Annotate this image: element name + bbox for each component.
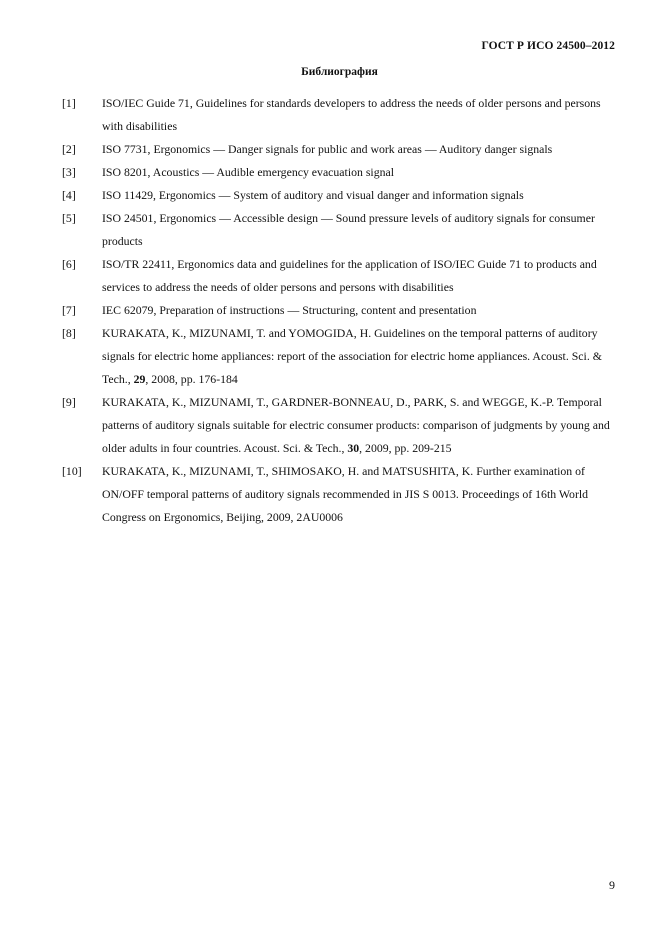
bibliography-entry <box>62 322 618 391</box>
entry-number: [4] <box>62 188 76 202</box>
entry-text-segment: , 2008, pp. 176-184 <box>145 372 238 386</box>
entry-text <box>102 299 618 322</box>
bibliography-list <box>62 92 618 529</box>
page-number: 9 <box>609 878 615 892</box>
entry-text-segment: KURAKATA, K., MIZUNAMI, T. and YOMOGIDA, H. Guidelines on the temporal patterns of auditory signals for electric home appliances: report of the association for electric home appliances. Acoust. Sci. & Tech., <box>102 326 602 386</box>
entry-text-segment: IEC 62079, Preparation of instructions — Structuring, content and presentation <box>102 303 477 317</box>
entry-text-segment: ISO/TR 22411, Ergonomics data and guidelines for the application of ISO/IEC Guide 71 to products and services to address the needs of older persons and persons with disabilities <box>102 257 597 294</box>
bibliography-entry <box>62 391 618 460</box>
entry-text <box>102 253 618 299</box>
entry-text-segment: ISO 7731, Ergonomics — Danger signals for public and work areas — Auditory danger signals <box>102 142 553 156</box>
entry-number: [5] <box>62 211 76 225</box>
entry-number: [7] <box>62 303 76 317</box>
entry-text <box>102 161 618 184</box>
entry-number: [9] <box>62 395 76 409</box>
bibliography-entry <box>62 92 618 138</box>
entry-text <box>102 184 618 207</box>
entry-text <box>102 391 618 460</box>
entry-text <box>102 207 618 253</box>
entry-text-segment: ISO 24501, Ergonomics — Accessible design — Sound pressure levels of auditory signals for consumer products <box>102 211 595 248</box>
bibliography-entry <box>62 161 618 184</box>
entry-text <box>102 322 618 391</box>
entry-number: [2] <box>62 142 76 156</box>
entry-text <box>102 92 618 138</box>
bibliography-entry <box>62 184 618 207</box>
entry-text-segment: KURAKATA, K., MIZUNAMI, T., GARDNER-BONNEAU, D., PARK, S. and WEGGE, K.-P. Temporal patterns of auditory signals suitable for electric consumer products: comparison of judgments by young and older adults in four countries. Acoust. Sci. & Tech., <box>102 395 610 455</box>
bibliography-entry <box>62 299 618 322</box>
entry-text-segment: ISO 8201, Acoustics — Audible emergency evacuation signal <box>102 165 395 179</box>
entry-number: [1] <box>62 96 76 110</box>
entry-volume: 30 <box>347 441 360 455</box>
bibliography-entry <box>62 207 618 253</box>
entry-text-segment: ISO/IEC Guide 71, Guidelines for standards developers to address the needs of older persons and persons with disabilities <box>102 96 601 133</box>
entry-number: [10] <box>62 464 82 478</box>
entry-number: [8] <box>62 326 76 340</box>
entry-number: [3] <box>62 165 76 179</box>
bibliography-title: Библиография <box>301 66 378 78</box>
entry-number: [6] <box>62 257 76 271</box>
document-code: ГОСТ Р ИСО 24500–2012 <box>481 40 615 52</box>
entry-volume: 29 <box>133 372 146 386</box>
entry-text-segment: KURAKATA, K., MIZUNAMI, T., SHIMOSAKO, H. and MATSUSHITA, K. Further examination of ON/OFF temporal patterns of auditory signals recommended in JIS S 0013. Proceedings of 16th World Congress on Ergonomics, Beijing, 2009, 2AU0006 <box>102 464 589 524</box>
entry-text <box>102 460 618 529</box>
bibliography-entry <box>62 460 618 529</box>
bibliography-entry <box>62 138 618 161</box>
entry-text-segment: ISO 11429, Ergonomics — System of auditory and visual danger and information signals <box>102 188 524 202</box>
entry-text-segment: , 2009, pp. 209-215 <box>359 441 452 455</box>
entry-text <box>102 138 618 161</box>
bibliography-entry <box>62 253 618 299</box>
